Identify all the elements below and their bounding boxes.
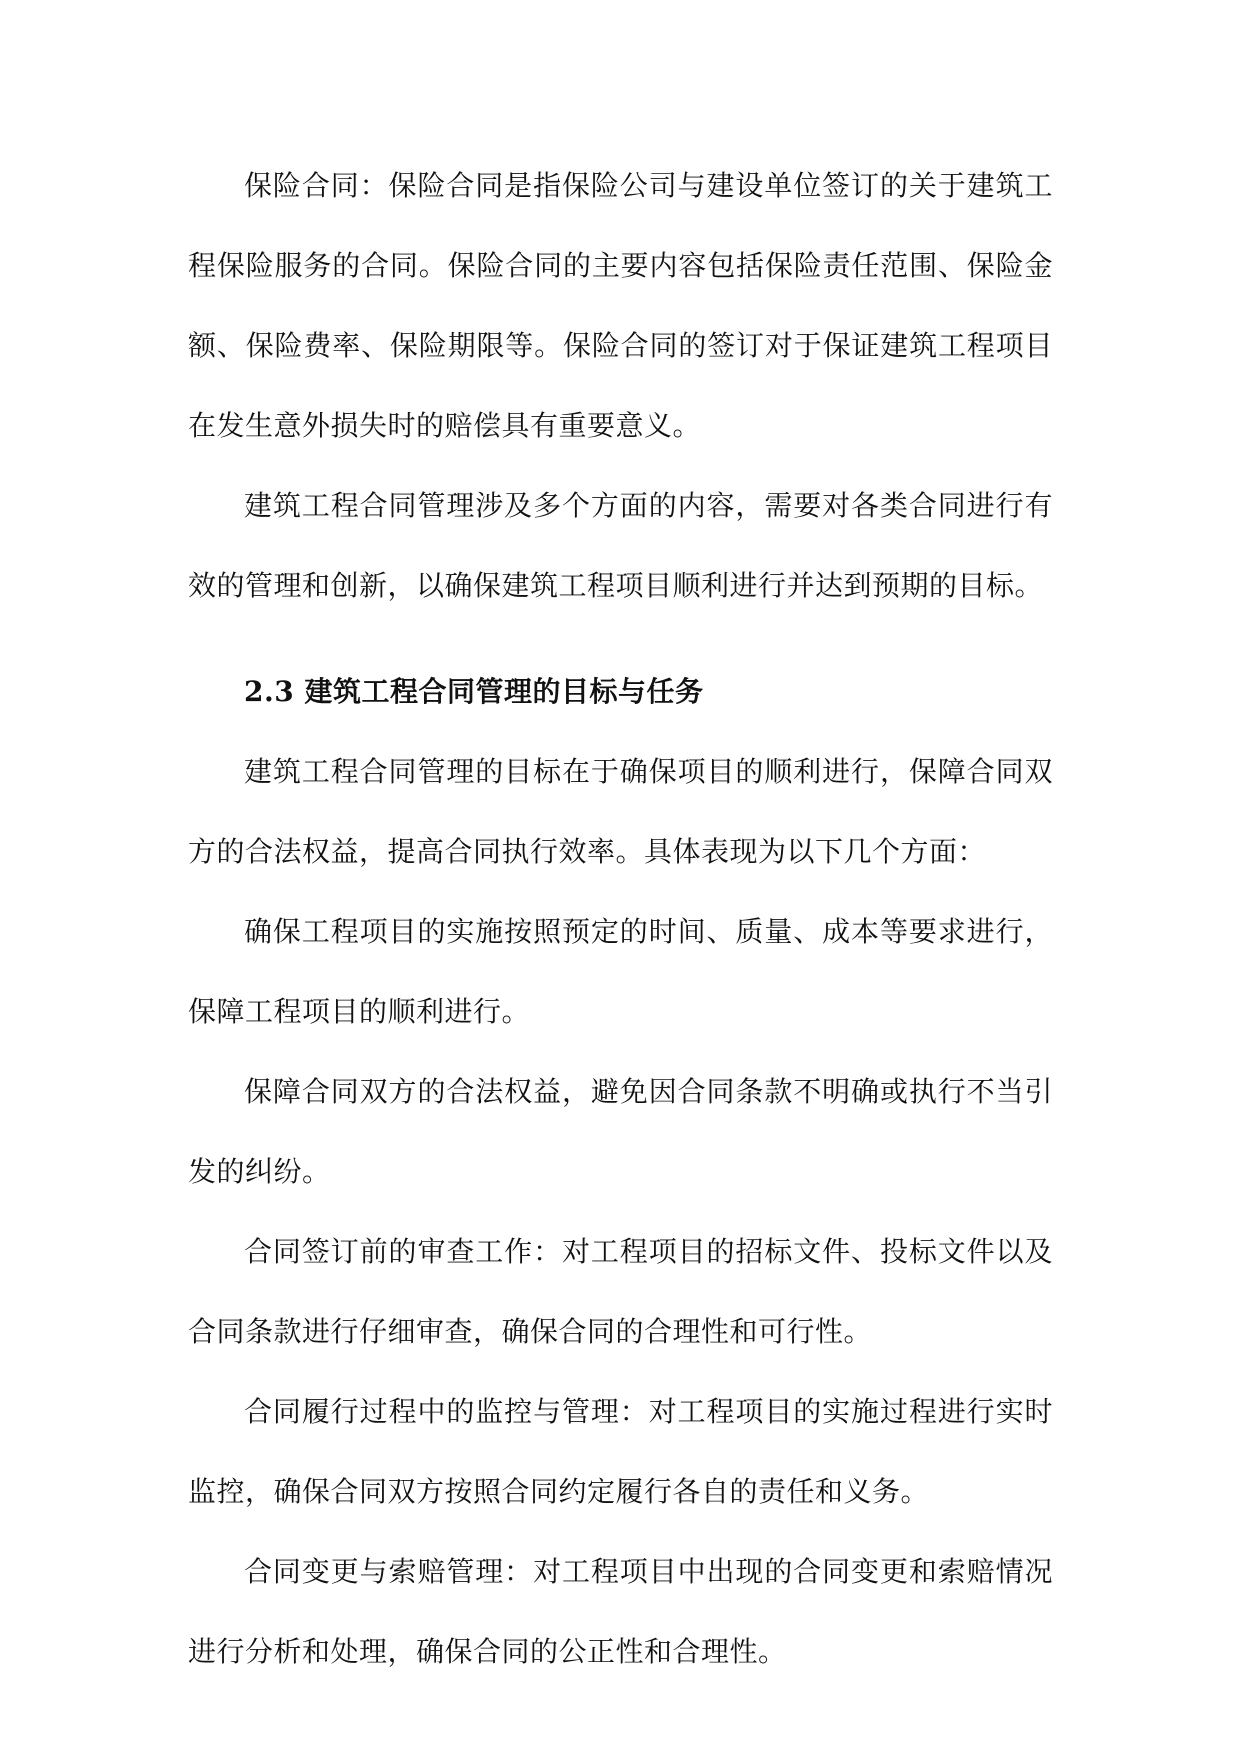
- paragraph-goal-schedule-quality: 确保工程项目的实施按照预定的时间、质量、成本等要求进行，保障工程项目的顺利进行。: [188, 915, 1053, 1028]
- document-body: [188, 146, 1053, 1692]
- paragraph-contract-management-summary: 建筑工程合同管理涉及多个方面的内容，需要对各类合同进行有效的管理和创新，以确保建筑工程项目顺利进行并达到预期的目标。: [188, 489, 1053, 602]
- paragraph-goal-legal-rights: 保障合同双方的合法权益，避免因合同条款不明确或执行不当引发的纠纷。: [188, 1075, 1053, 1188]
- paragraph-insurance-contract: 保险合同：保险合同是指保险公司与建设单位签订的关于建筑工程保险服务的合同。保险合同的主要内容包括保险责任范围、保险金额、保险费率、保险期限等。保险合同的签订对于保证建筑工程项目在发生意外损失时的赔偿具有重要意义。: [188, 169, 1053, 442]
- paragraph-management-goal: 建筑工程合同管理的目标在于确保项目的顺利进行，保障合同双方的合法权益，提高合同执行效率。具体表现为以下几个方面：: [188, 755, 1053, 868]
- paragraph-task-change-claims: 合同变更与索赔管理：对工程项目中出现的合同变更和索赔情况进行分析和处理，确保合同的公正性和合理性。: [188, 1555, 1053, 1668]
- section-heading: 2.3 建筑工程合同管理的目标与任务: [244, 675, 704, 708]
- paragraph-task-pre-signing-review: 合同签订前的审查工作：对工程项目的招标文件、投标文件以及合同条款进行仔细审查，确保合同的合理性和可行性。: [188, 1235, 1053, 1348]
- paragraph-task-performance-monitoring: 合同履行过程中的监控与管理：对工程项目的实施过程进行实时监控，确保合同双方按照合同约定履行各自的责任和义务。: [188, 1395, 1053, 1508]
